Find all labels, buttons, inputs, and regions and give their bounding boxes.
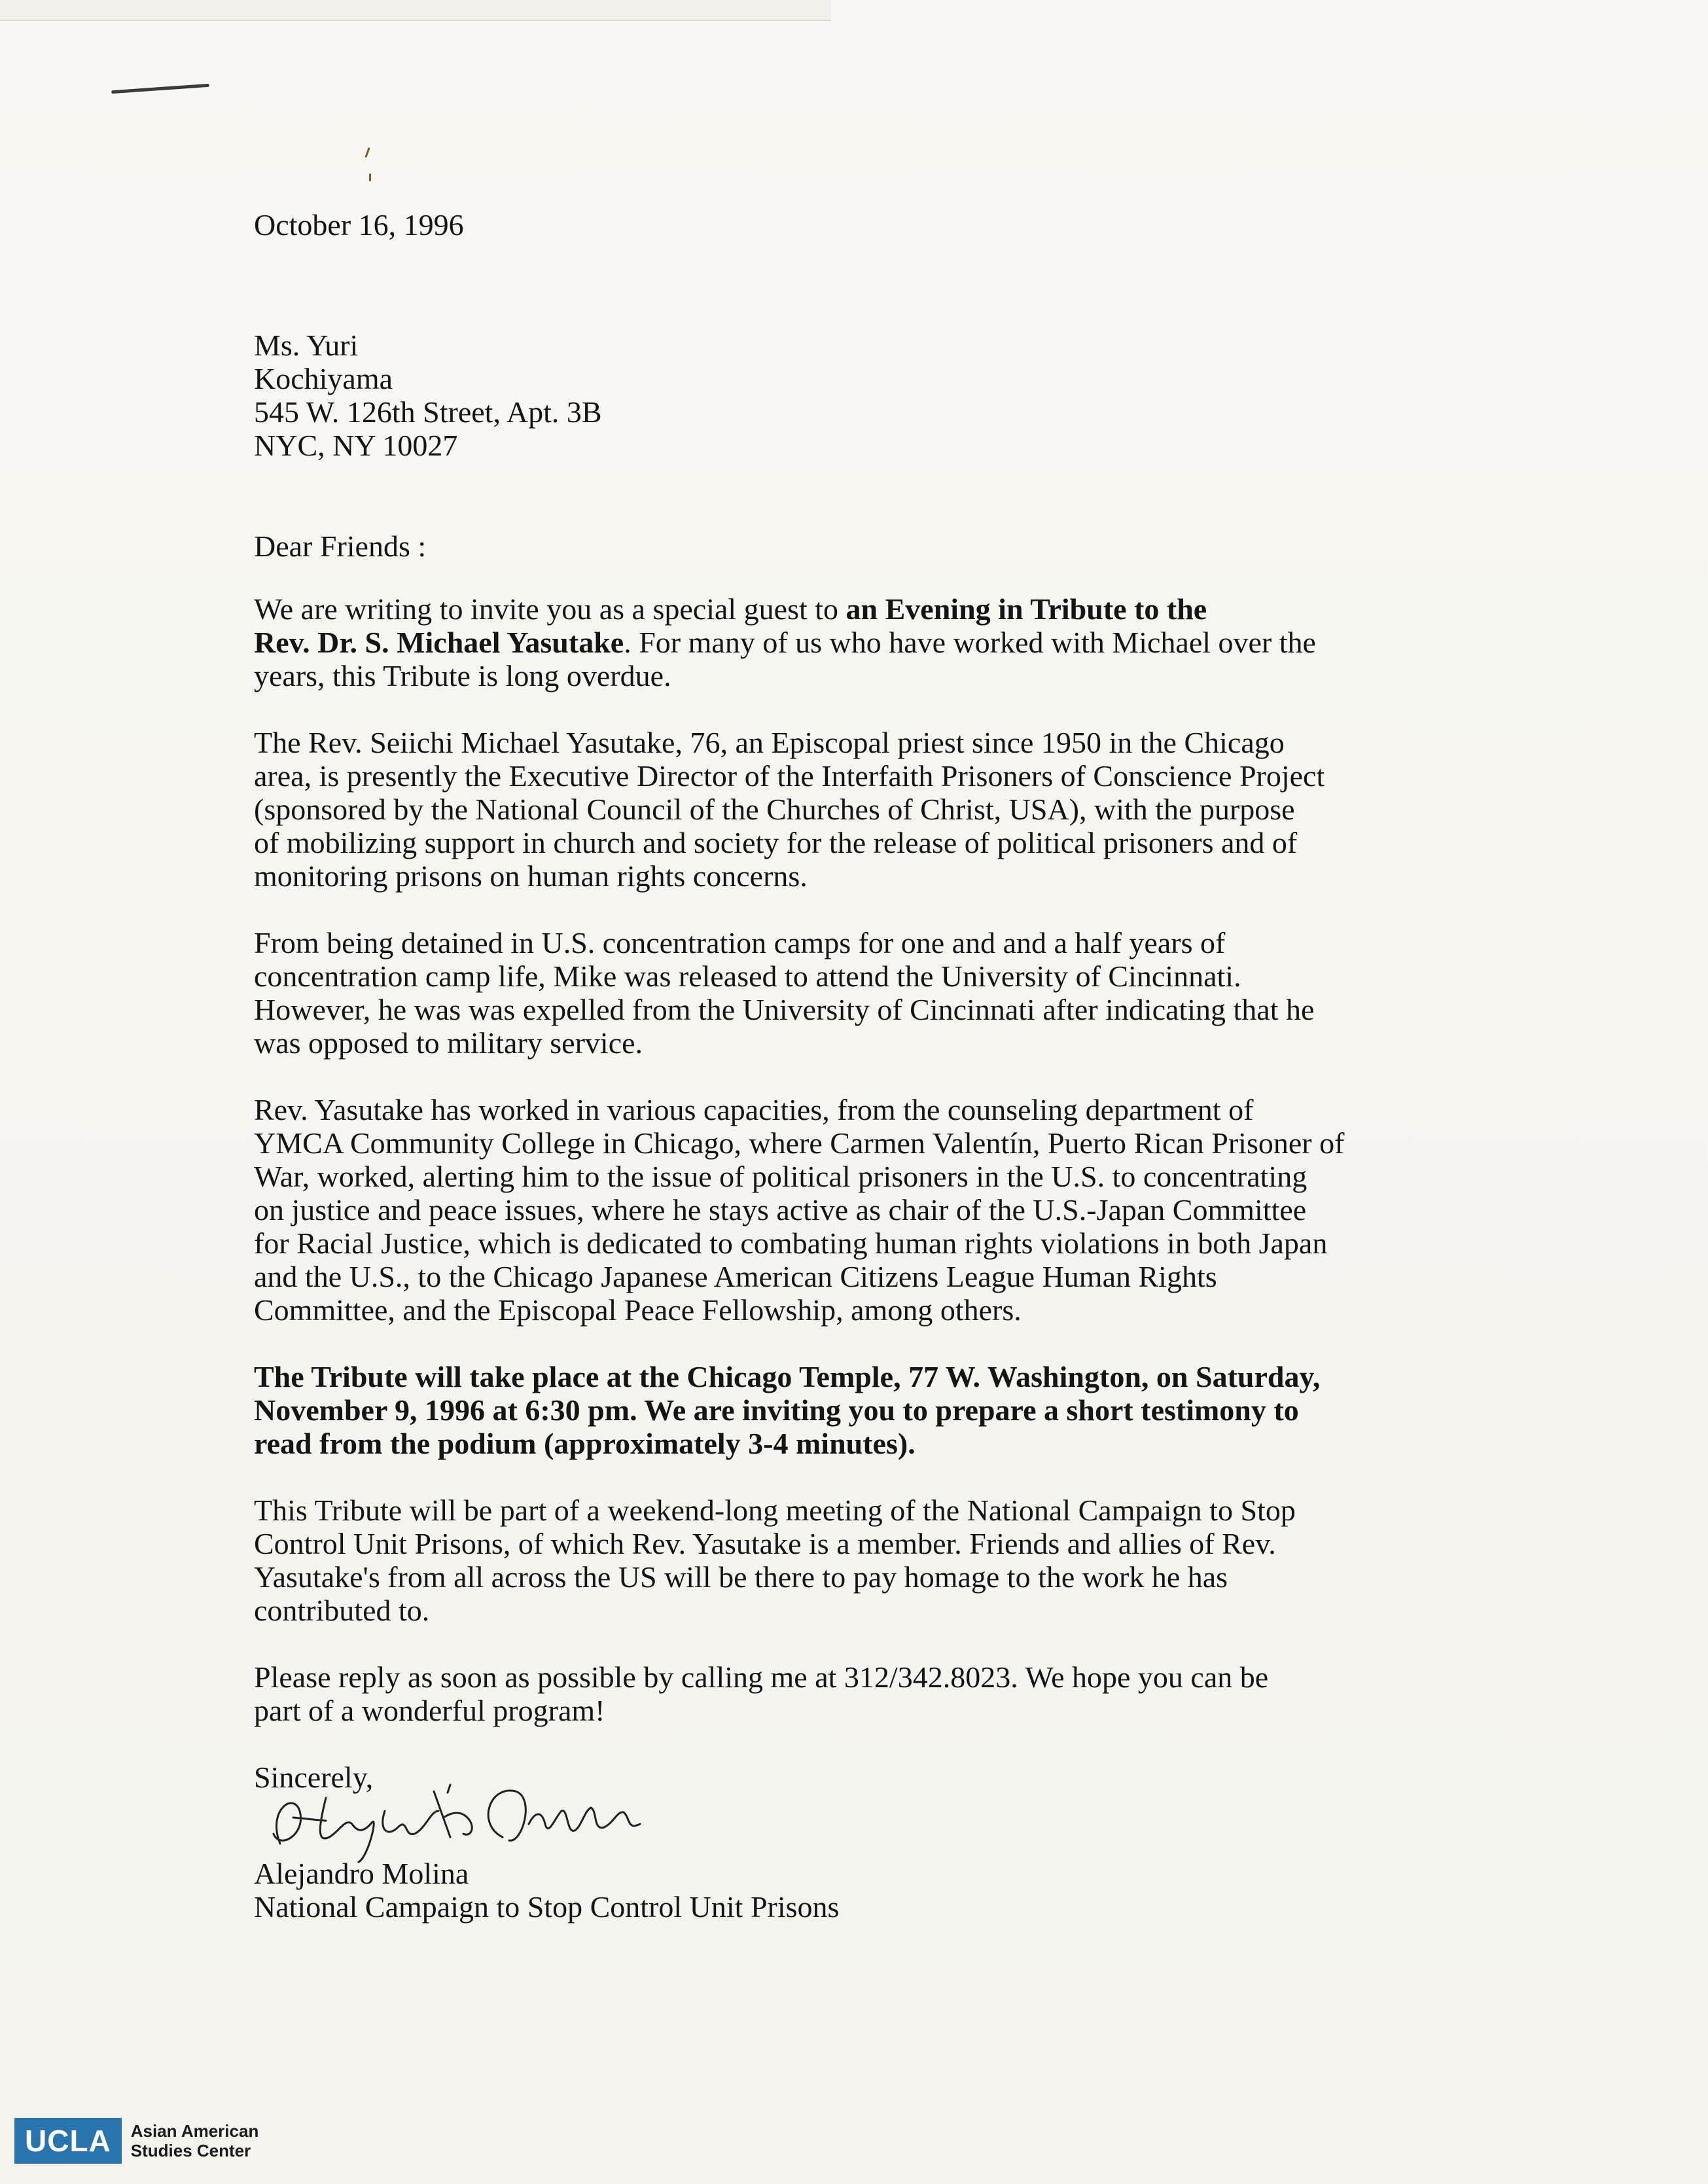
letter-date: October 16, 1996 bbox=[254, 208, 464, 242]
paragraph-line: was opposed to military service. bbox=[254, 1026, 643, 1060]
folded-top-edge bbox=[0, 0, 831, 21]
logo-mark: UCLA bbox=[14, 2118, 122, 2164]
paragraph-line: monitoring prisons on human rights concerns. bbox=[254, 859, 808, 893]
paragraph-line: Yasutake's from all across the US will be there to pay homage to the work he has bbox=[254, 1560, 1228, 1594]
paragraph-line: Rev. Yasutake has worked in various capacities, from the counseling department of bbox=[254, 1093, 1254, 1126]
text-run: . For many of us who have worked with Michael over the bbox=[624, 626, 1316, 659]
paragraph-line: Committee, and the Episcopal Peace Fellowship, among others. bbox=[254, 1293, 1022, 1327]
paragraph-line: The Rev. Seiichi Michael Yasutake, 76, an Episcopal priest since 1950 in the Chicago bbox=[254, 726, 1285, 759]
paragraph-line: Control Unit Prisons, of which Rev. Yasutake is a member. Friends and allies of Rev. bbox=[254, 1527, 1276, 1560]
paragraph-line bbox=[254, 626, 1445, 659]
paragraph-line: The Tribute will take place at the Chicago Temple, 77 W. Washington, on Saturday, bbox=[254, 1360, 1321, 1393]
paragraph-reply bbox=[254, 1660, 1445, 1727]
paragraph-line: contributed to. bbox=[254, 1594, 430, 1627]
recipient-line: NYC, NY 10027 bbox=[254, 429, 458, 462]
paragraph-line: However, he was was expelled from the University of Cincinnati after indicating that he bbox=[254, 993, 1315, 1026]
signer-organization: National Campaign to Stop Control Unit Prisons bbox=[254, 1890, 840, 1924]
ink-mark bbox=[369, 173, 371, 181]
recipient-address bbox=[254, 329, 1445, 462]
text-run: We are writing to invite you as a special guest to bbox=[254, 592, 846, 626]
signature-area bbox=[254, 1794, 1445, 1857]
paragraph-line: This Tribute will be part of a weekend-long meeting of the National Campaign to Stop bbox=[254, 1494, 1296, 1527]
staple-mark bbox=[111, 84, 209, 94]
paragraph-line: and the U.S., to the Chicago Japanese American Citizens League Human Rights bbox=[254, 1260, 1217, 1293]
paragraph-invitation bbox=[254, 592, 1445, 692]
paragraph-line: (sponsored by the National Council of the Churches of Christ, USA), with the purpose bbox=[254, 793, 1295, 826]
bold-run: Rev. Dr. S. Michael Yasutake bbox=[254, 626, 624, 659]
recipient-line: Ms. Yuri bbox=[254, 329, 359, 362]
paragraph-detention bbox=[254, 926, 1445, 1060]
recipient-line: 545 W. 126th Street, Apt. 3B bbox=[254, 395, 602, 429]
salutation: Dear Friends : bbox=[254, 529, 427, 563]
paragraph-line: concentration camp life, Mike was released to attend the University of Cincinnati. bbox=[254, 959, 1241, 993]
paragraph-line: of mobilizing support in church and society for the release of political prisoners and of bbox=[254, 826, 1298, 859]
bold-run: an Evening in Tribute to the bbox=[845, 592, 1207, 626]
letter-body bbox=[254, 208, 1445, 1924]
paragraph-line: on justice and peace issues, where he stays active as chair of the U.S.-Japan Committee bbox=[254, 1193, 1307, 1226]
logo-line: Asian American bbox=[130, 2121, 259, 2141]
paragraph-line bbox=[254, 592, 1445, 626]
paragraph-line: area, is presently the Executive Director of the Interfaith Prisoners of Conscience Project bbox=[254, 759, 1325, 793]
logo-line: Studies Center bbox=[130, 2141, 251, 2160]
paragraph-work bbox=[254, 1093, 1445, 1327]
paragraph-line: read from the podium (approximately 3-4 minutes). bbox=[254, 1427, 916, 1460]
paragraph-line: part of a wonderful program! bbox=[254, 1694, 605, 1727]
paragraph-line: War, worked, alerting him to the issue of political prisoners in the U.S. to concentrating bbox=[254, 1160, 1308, 1193]
paragraph-line: YMCA Community College in Chicago, where Carmen Valentín, Puerto Rican Prisoner of bbox=[254, 1126, 1345, 1160]
paragraph-line: for Racial Justice, which is dedicated to combating human rights violations in both Japan bbox=[254, 1226, 1328, 1260]
handwritten-signature bbox=[254, 1772, 660, 1863]
paragraph-meeting bbox=[254, 1494, 1445, 1627]
logo-text bbox=[131, 2121, 259, 2160]
closing: Sincerely, bbox=[254, 1761, 374, 1794]
paragraph-line: years, this Tribute is long overdue. bbox=[254, 659, 671, 692]
recipient-line: Kochiyama bbox=[254, 362, 393, 395]
ink-mark bbox=[365, 147, 370, 158]
paragraph-line: November 9, 1996 at 6:30 pm. We are inviting you to prepare a short testimony to bbox=[254, 1393, 1299, 1427]
paragraph-line: From being detained in U.S. concentration camps for one and and a half years of bbox=[254, 926, 1226, 959]
signer-name: Alejandro Molina bbox=[254, 1857, 469, 1890]
paragraph-line: Please reply as soon as possible by calling me at 312/342.8023. We hope you can be bbox=[254, 1660, 1269, 1694]
paragraph-biography bbox=[254, 726, 1445, 893]
ucla-logo bbox=[14, 2118, 258, 2164]
paragraph-event-details bbox=[254, 1360, 1445, 1460]
